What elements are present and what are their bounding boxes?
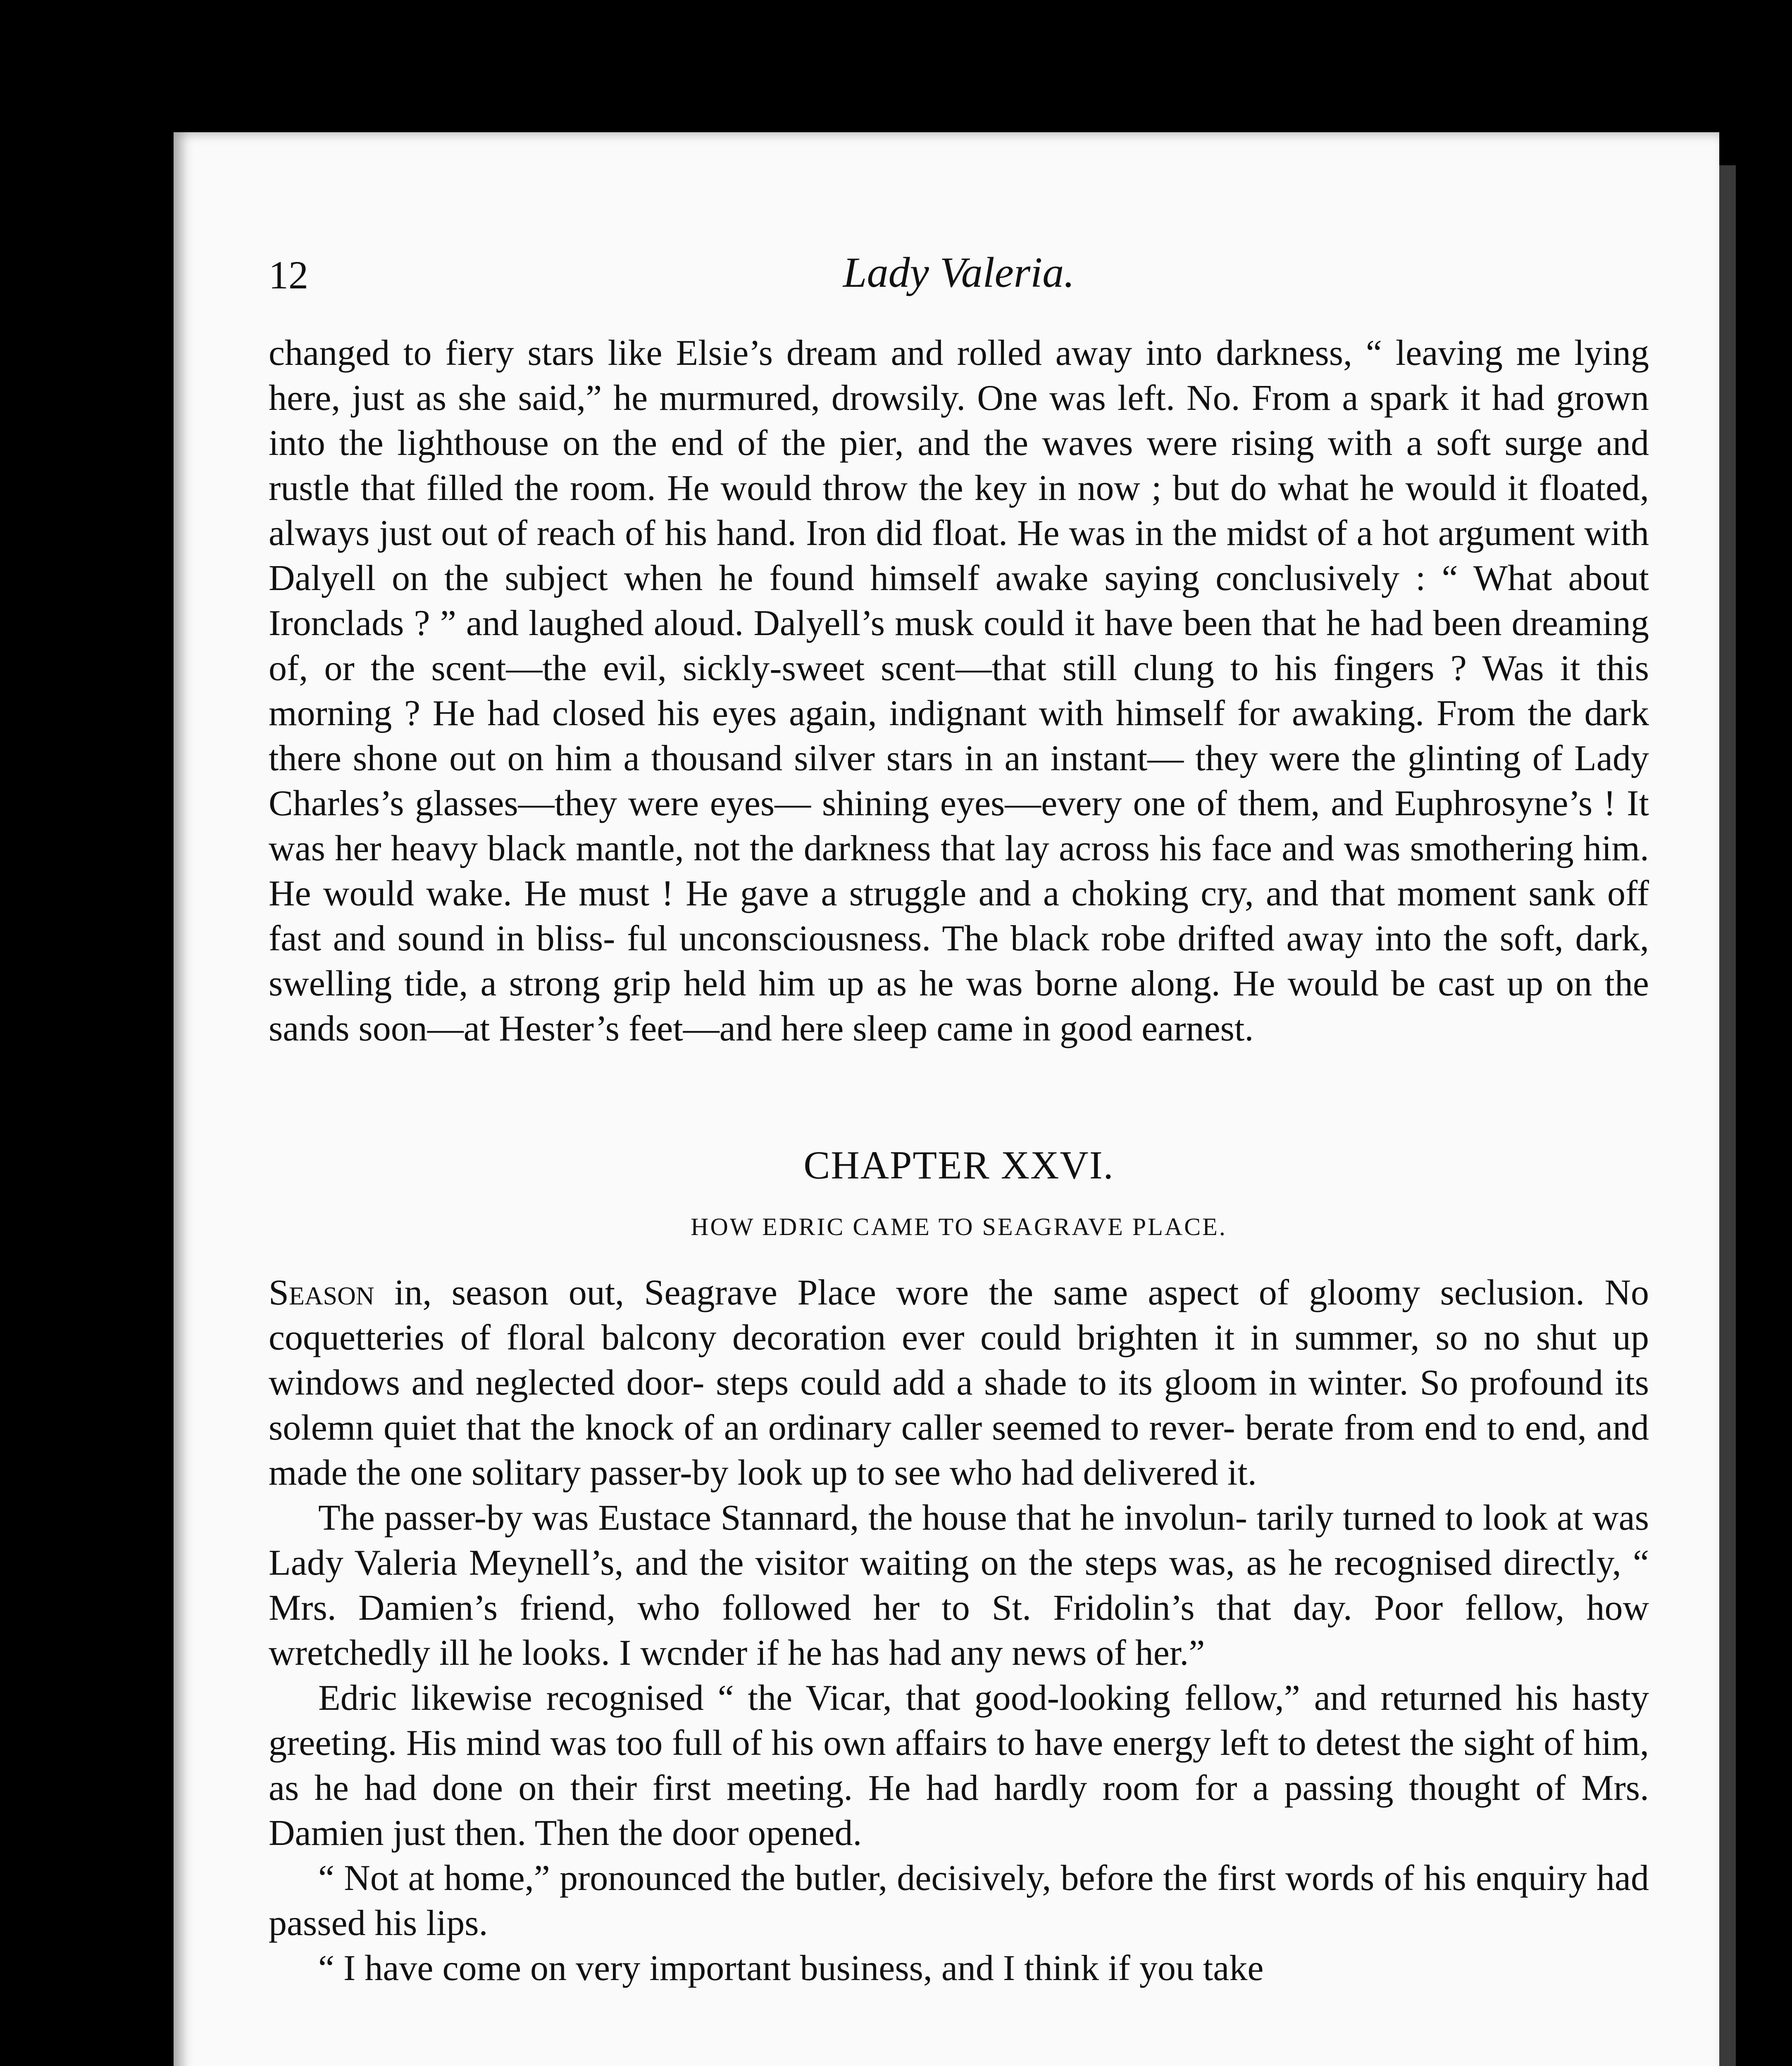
continued-paragraph: changed to fiery stars like Elsie’s dream and rolled away into darkness, “ leaving me lying here, just as she said,” he murmured, drowsily. One was left. No. From a spark it had grown into the lighthouse on the end of the pier, and the waves were rising with a soft surge and rustle that filled the room. He would throw the key in now ; but do what he would it floated, always just out of reach of his hand. Iron did float. He was in the midst of a hot argument with Dalyell on the subject when he found himself awake saying conclusively : “ What about Ironclads ? ” and laughed aloud. Dalyell’s musk could it have been that he had been dreaming of, or the scent—the evil, sickly-sweet scent—that still clung to his fingers ? Was it this morning ? He had closed his eyes again, indignant with himself for awaking. From the dark there shone out on him a thousand silver stars in an instant— they were the glinting of Lady Charles’s glasses—they were eyes— shining eyes—every one of them, and Euphrosyne’s ! It was her heavy black mantle, not the darkness that lay across his face and was smothering him. He would wake. He must ! He gave a struggle and a choking cry, and that moment sank off fast and sound in bliss- ful unconsciousness. The black robe drifted away into the soft, dark, swelling tide, a strong grip held him up as he was borne along. He would be cast up on the sands soon—at Hester’s feet—and here sleep came in good earnest. (269, 333, 1649, 1049)
chapter-paragraph (269, 1270, 1649, 1495)
chapter-paragraph-text: in, season out, Seagrave Place wore the same aspect of gloomy seclusion. No coquetteries of floral balcony decoration ever could brighten it in summer, so no shut up windows and neglected door- steps could add a shade to its gloom in winter. So profound its solemn quiet that the knock of an ordinary caller seemed to rever- berate from end to end, and made the one solitary passer-by look up to see who had delivered it. (269, 1273, 1649, 1493)
page-text (269, 231, 1649, 1991)
chapter-paragraph: Edric likewise recognised “ the Vicar, that good-looking fellow,” and returned his hasty greeting. His mind was too full of his own affairs to have energy left to detest the sight of him, as he had done on their first meeting. He had hardly room for a passing thought of Mrs. Damien just then. Then the door opened. (269, 1678, 1649, 1853)
page-number: 12 (269, 253, 308, 297)
page-edge (1719, 165, 1736, 2066)
chapter-paragraph: “ I have come on very important business, and I think if you take (318, 1948, 1264, 1988)
chapter-paragraph: The passer-by was Eustace Stannard, the house that he involun- tarily turned to look at was Lady Valeria Meynell’s, and the visitor waiting on the steps was, as he recognised directly, “ Mrs. Damien’s friend, who followed her to St. Fridolin’s that day. Poor fellow, how wretchedly ill he looks. I wcnder if he has had any news of her.” (269, 1498, 1649, 1673)
chapter-first-word: Season (269, 1273, 374, 1313)
chapter-heading: CHAPTER XXVI. (803, 1143, 1114, 1187)
chapter-paragraph: “ Not at home,” pronounced the butler, decisively, before the first words of his enquiry had passed his lips. (269, 1858, 1649, 1943)
running-header (269, 231, 1649, 331)
running-title: Lady Valeria. (843, 249, 1075, 296)
chapter-subtitle: HOW EDRIC CAME TO SEAGRAVE PLACE. (691, 1213, 1227, 1240)
